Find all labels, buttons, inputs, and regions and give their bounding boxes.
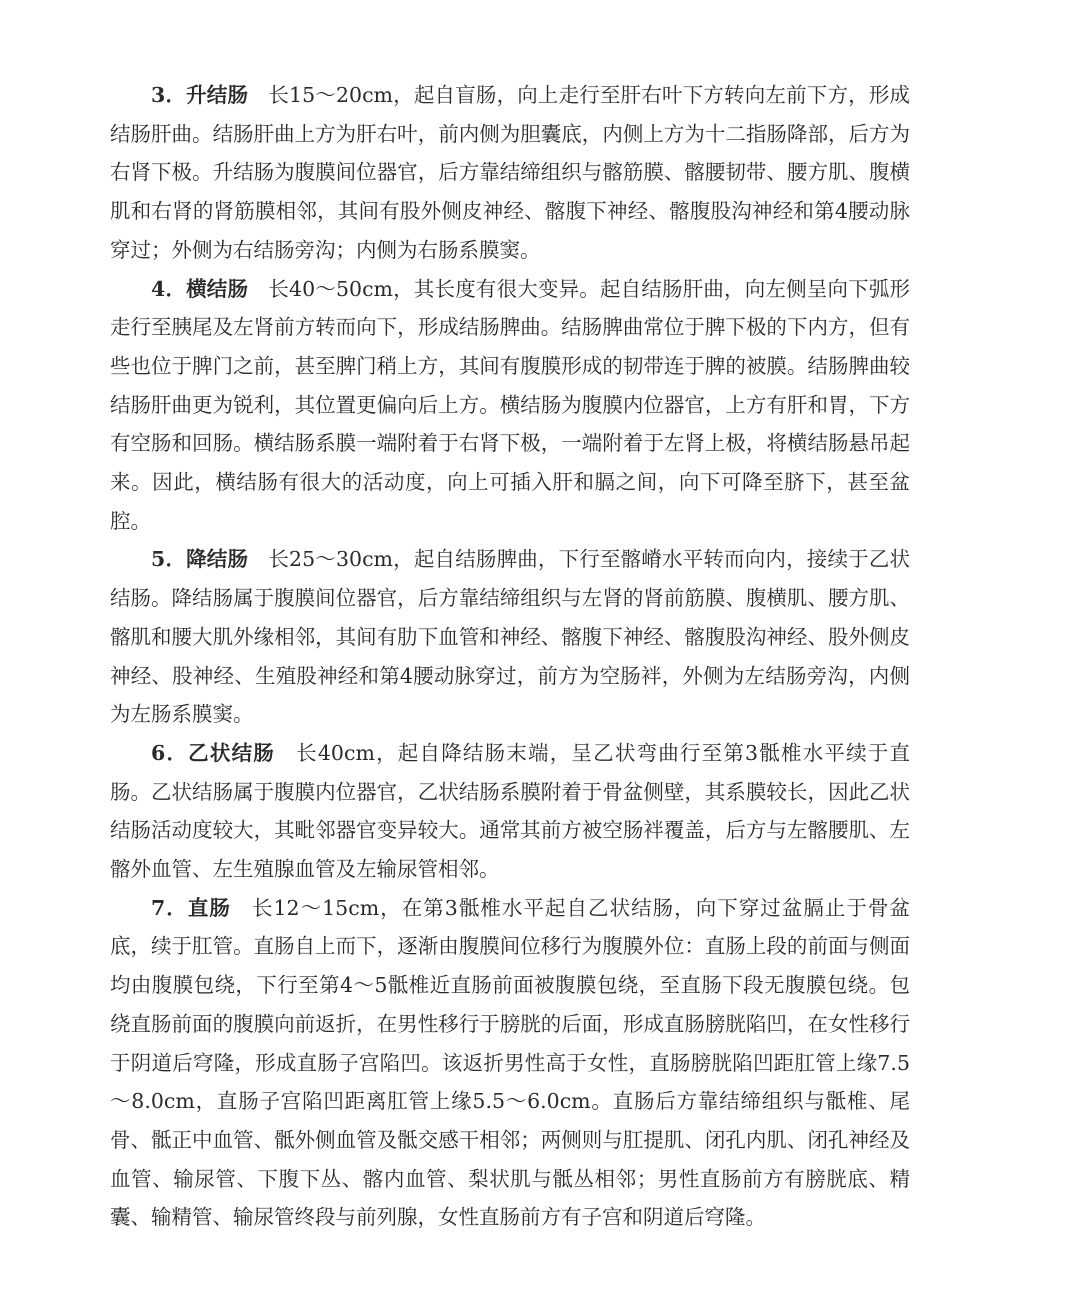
section-body: 长12～15cm，在第3骶椎水平起自乙状结肠，向下穿过盆膈止于骨盆底，续于肛管。直肠自上而下，逐渐由腹膜间位移行为腹膜外位：直肠上段的前面与侧面均由腹膜包绕，下行至第4～5骶椎近直肠前面被腹膜包绕，至直肠下段无腹膜包绕。包绕直肠前面的腹膜向前返折，在男性移行于膀胱的后面，形成直肠膀胱陷凹，在女性移行于阴道后穹隆，形成直肠子宫陷凹。该返折男性高于女性，直肠膀胱陷凹距肛管上缘7.5～8.0cm，直肠子宫陷凹距离肛管上缘5.5～6.0cm。直肠后方靠结缔组织与骶椎、尾骨、骶正中血管、骶外侧血管及骶交感干相邻；两侧则与肛提肌、闭孔内肌、闭孔神经及血管、输尿管、下腹下丛、髂内血管、梨状肌与骶丛相邻；男性直肠前方有膀胱底、精囊、输精管、输尿管终段与前列腺，女性直肠前方有子宫和阴道后穹隆。 — [110, 895, 910, 1230]
section-heading: 7．直肠 — [151, 895, 231, 920]
paragraph-transverse-colon — [110, 270, 910, 541]
paragraph-ascending-colon — [110, 76, 910, 270]
document-page — [110, 76, 910, 1237]
section-body: 长15～20cm，起自盲肠，向上走行至肝右叶下方转向左前下方，形成结肠肝曲。结肠肝曲上方为肝右叶，前内侧为胆囊底，内侧上方为十二指肠降部，后方为右肾下极。升结肠为腹膜间位器官，后方靠结缔组织与髂筋膜、髂腰韧带、腰方肌、腹横肌和右肾的肾筋膜相邻，其间有股外侧皮神经、髂腹下神经、髂腹股沟神经和第4腰动脉穿过；外侧为右结肠旁沟；内侧为右肠系膜窦。 — [110, 83, 910, 262]
section-body: 长40～50cm，其长度有很大变异。起自结肠肝曲，向左侧呈向下弧形走行至胰尾及左肾前方转而向下，形成结肠脾曲。结肠脾曲常位于脾下极的下内方，但有些也位于脾门之前，甚至脾门稍上方，其间有腹膜形成的韧带连于脾的被膜。结肠脾曲较结肠肝曲更为锐利，其位置更偏向后上方。横结肠为腹膜内位器官，上方有肝和胃，下方有空肠和回肠。横结肠系膜一端附着于右肾下极，一端附着于左肾上极，将横结肠悬吊起来。因此，横结肠有很大的活动度，向上可插入肝和膈之间，向下可降至脐下，甚至盆腔。 — [110, 276, 910, 533]
paragraph-rectum — [110, 889, 910, 1237]
section-heading: 5．降结肠 — [151, 547, 249, 572]
paragraph-sigmoid-colon — [110, 734, 910, 889]
section-heading: 6．乙状结肠 — [151, 740, 275, 765]
section-body: 长40cm，起自降结肠末端，呈乙状弯曲行至第3骶椎水平续于直肠。乙状结肠属于腹膜内位器官，乙状结肠系膜附着于骨盆侧壁，其系膜较长，因此乙状结肠活动度较大，其毗邻器官变异较大。通常其前方被空肠袢覆盖，后方与左髂腰肌、左髂外血管、左生殖腺血管及左输尿管相邻。 — [110, 740, 911, 882]
section-heading: 4．横结肠 — [151, 276, 249, 301]
section-body: 长25～30cm，起自结肠脾曲，下行至髂嵴水平转而向内，接续于乙状结肠。降结肠属于腹膜间位器官，后方靠结缔组织与左肾的肾前筋膜、腹横肌、腰方肌、髂肌和腰大肌外缘相邻，其间有肋下血管和神经、髂腹下神经、髂腹股沟神经、股外侧皮神经、股神经、生殖股神经和第4腰动脉穿过，前方为空肠袢，外侧为左结肠旁沟，内侧为左肠系膜窦。 — [110, 547, 910, 727]
paragraph-descending-colon — [110, 540, 910, 734]
section-heading: 3．升结肠 — [151, 83, 249, 107]
